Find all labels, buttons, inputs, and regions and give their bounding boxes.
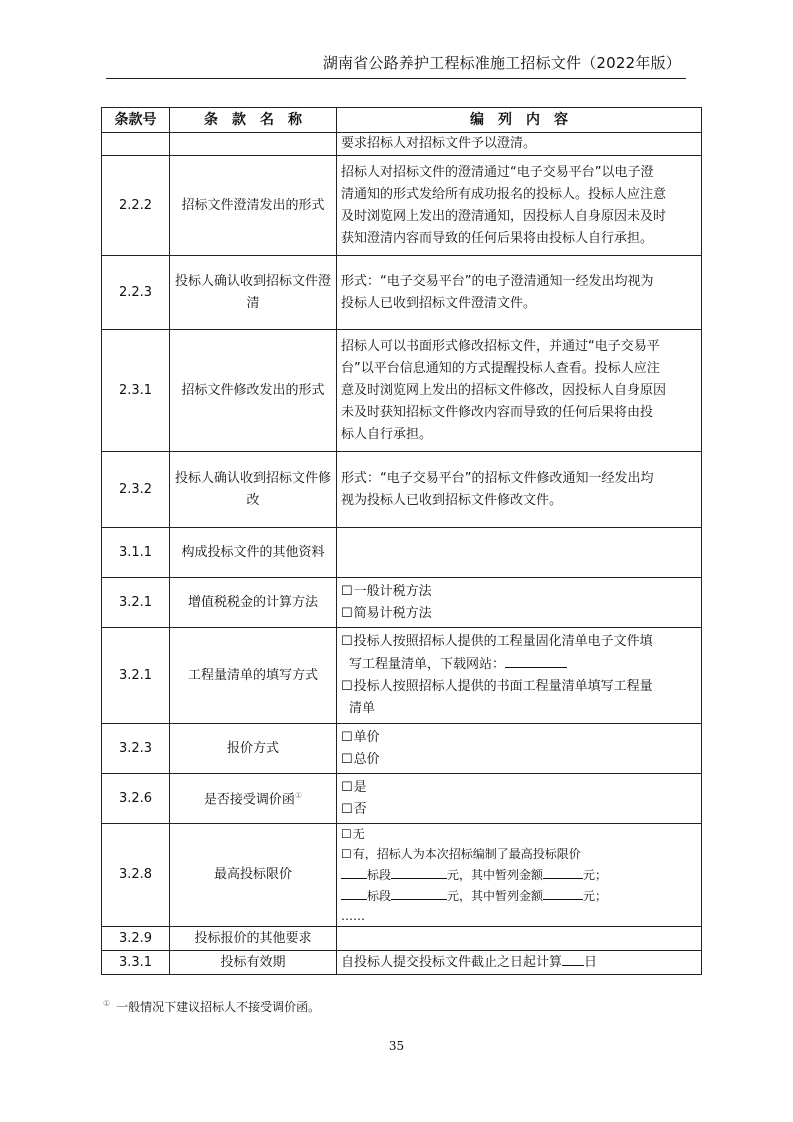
clause-content	[337, 774, 702, 824]
clause-content: 要求招标人对招标文件予以澄清。	[337, 133, 702, 156]
clause-content[interactable]	[337, 927, 702, 951]
table-row	[102, 724, 702, 774]
clause-content	[337, 724, 702, 774]
col-header-content: 编 列 内 容	[337, 108, 702, 133]
clause-name: 投标有效期	[170, 951, 337, 975]
checkbox-option[interactable]: ☐ 是	[341, 777, 697, 799]
clause-name: 工程量清单的填写方式	[170, 628, 337, 724]
clause-name: 报价方式	[170, 724, 337, 774]
table-row	[102, 824, 702, 927]
checkbox-option[interactable]: ☐ 有，招标人为本次招标编制了最高投标限价	[341, 844, 697, 864]
footnote-mark: ①	[294, 791, 303, 801]
clause-name: 投标人确认收到招标文件澄清	[170, 256, 337, 330]
checkbox-option[interactable]: ☐ 投标人按照招标人提供的书面工程量清单填写工程量	[341, 676, 697, 698]
option-continuation: 清单	[349, 701, 376, 716]
clause-content	[337, 628, 702, 724]
table-row	[102, 927, 702, 951]
table-row	[102, 951, 702, 975]
clause-id: 2.3.1	[102, 330, 170, 452]
clause-id: 3.2.8	[102, 824, 170, 927]
footnote-text: 一般情况下建议招标人不接受调价函。	[116, 1000, 321, 1014]
clause-id: 3.2.1	[102, 628, 170, 724]
clause-name: 招标文件澄清发出的形式	[170, 156, 337, 256]
clause-content	[337, 578, 702, 628]
table-row	[102, 452, 702, 528]
col-header-id: 条款号	[102, 108, 170, 133]
checkbox-option[interactable]: ☐ 单价	[341, 727, 697, 749]
table-row	[102, 330, 702, 452]
table-header-row	[102, 108, 702, 133]
clause-content	[337, 824, 702, 927]
footnote	[103, 998, 320, 1015]
clause-name	[170, 133, 337, 156]
running-header: 湖南省公路养护工程标准施工招标文件（2022年版）	[322, 54, 681, 72]
header-rule	[106, 78, 686, 79]
checkbox-option[interactable]: ☐ 一般计税方法	[341, 581, 697, 603]
clause-id	[102, 133, 170, 156]
col-header-name: 条 款 名 称	[170, 108, 337, 133]
ellipsis: ……	[341, 909, 365, 923]
clause-id: 3.2.6	[102, 774, 170, 824]
bid-data-table	[101, 107, 702, 975]
clause-content: 形式：“电子交易平台”的招标文件修改通知一经发出均 视为投标人已收到招标文件修改文件。	[337, 452, 702, 528]
checkbox-option[interactable]: ☐ 无	[341, 824, 697, 844]
clause-id: 2.2.3	[102, 256, 170, 330]
table-row	[102, 628, 702, 724]
clause-id: 2.3.2	[102, 452, 170, 528]
clause-content: 自投标人提交投标文件截止之日起计算 日	[337, 951, 702, 975]
clause-id: 3.2.9	[102, 927, 170, 951]
website-blank[interactable]	[505, 653, 567, 668]
clause-content: 招标人对招标文件的澄清通过“电子交易平台”以电子澄 清通知的形式发给所有成功报名的投标人。投标人应注意 及时浏览网上发出的澄清通知，因投标人自身原因未及时 获知澄清内容而导致的任何后果将由投标人自行承担。	[337, 156, 702, 256]
clause-name: 投标人确认收到招标文件修改	[170, 452, 337, 528]
checkbox-option[interactable]: ☐ 否	[341, 799, 697, 821]
table-row	[102, 133, 702, 156]
clause-id: 3.1.1	[102, 528, 170, 578]
table-row	[102, 774, 702, 824]
option-continuation: 写工程量清单，下载网站：	[349, 657, 506, 672]
table-row	[102, 256, 702, 330]
clause-name: 构成投标文件的其他资料	[170, 528, 337, 578]
validity-days-blank[interactable]	[562, 951, 584, 966]
clause-name: 最高投标限价	[170, 824, 337, 927]
clause-id: 3.2.3	[102, 724, 170, 774]
clause-content[interactable]	[337, 528, 702, 578]
checkbox-option[interactable]: ☐ 总价	[341, 749, 697, 771]
clause-content: 招标人可以书面形式修改招标文件，并通过“电子交易平 台”以平台信息通知的方式提醒投标人查看。投标人应注 意及时浏览网上发出的招标文件修改，因投标人自身原因 未及时获知招标文件修改内容而导致的任何后果将由投 标人自行承担。	[337, 330, 702, 452]
clause-id: 3.2.1	[102, 578, 170, 628]
checkbox-option[interactable]: ☐ 投标人按照招标人提供的工程量固化清单电子文件填	[341, 631, 697, 653]
clause-name: 投标报价的其他要求	[170, 927, 337, 951]
table-row	[102, 156, 702, 256]
footnote-mark: ①	[103, 999, 111, 1008]
clause-id: 2.2.2	[102, 156, 170, 256]
clause-id: 3.3.1	[102, 951, 170, 975]
checkbox-option[interactable]: ☐ 简易计税方法	[341, 603, 697, 625]
limit-line: 标段 元，其中暂列金额 元；	[341, 864, 697, 885]
clause-name: 招标文件修改发出的形式	[170, 330, 337, 452]
table-row	[102, 578, 702, 628]
clause-content: 形式：“电子交易平台”的电子澄清通知一经发出均视为 投标人已收到招标文件澄清文件。	[337, 256, 702, 330]
clause-name: 是否接受调价函①	[170, 774, 337, 824]
clause-name: 增值税税金的计算方法	[170, 578, 337, 628]
page-number: 35	[388, 1039, 405, 1053]
table-row	[102, 528, 702, 578]
limit-line: 标段 元，其中暂列金额 元；	[341, 885, 697, 906]
